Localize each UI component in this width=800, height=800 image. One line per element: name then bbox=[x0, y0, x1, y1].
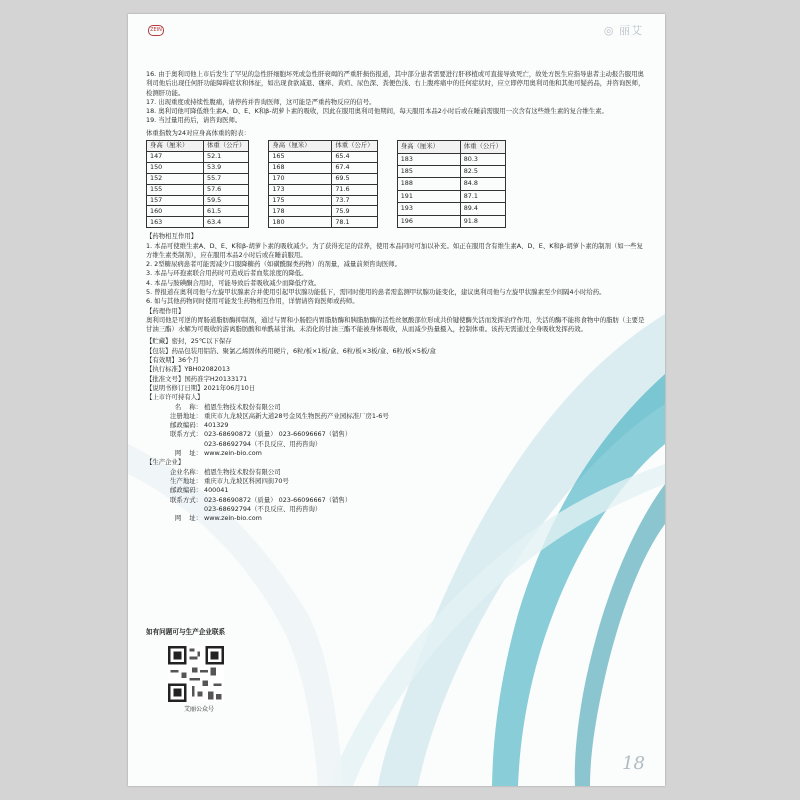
table-row bbox=[397, 178, 505, 190]
info-label: 【贮藏】 bbox=[146, 337, 172, 346]
info-value: YBH02082013 bbox=[184, 365, 230, 374]
weight-cell: 75.9 bbox=[332, 206, 377, 217]
weight-cell: 82.5 bbox=[460, 165, 505, 177]
height-cell: 183 bbox=[397, 153, 460, 165]
height-cell: 163 bbox=[147, 217, 204, 228]
weight-cell: 69.5 bbox=[332, 173, 377, 184]
weight-cell: 78.1 bbox=[332, 217, 377, 228]
note-item: 18. 奥利司他可降低维生素A、D、E、K和β-胡萝卜素的吸收，因此在服用奥利司他期间，每天服用本品2小时后或在睡前需服用一次含有这些维生素的复合维生素。 bbox=[146, 107, 608, 116]
info-label: 【有效期】 bbox=[146, 356, 178, 365]
qr-label: 艾丽公众号 bbox=[183, 706, 214, 713]
height-cell: 155 bbox=[147, 184, 204, 195]
height-cell: 173 bbox=[269, 184, 332, 195]
weight-cell: 91.8 bbox=[460, 215, 505, 228]
weight-cell: 67.4 bbox=[332, 162, 377, 173]
weight-cell: 52.1 bbox=[204, 151, 249, 162]
table-row bbox=[397, 203, 505, 215]
height-cell: 175 bbox=[269, 195, 332, 206]
info-row bbox=[146, 337, 646, 346]
manufacturer-row: 023-68692794（不良反应、用药咨询） bbox=[204, 504, 322, 513]
page-number: 18 bbox=[622, 753, 645, 774]
column-header: 身高（厘米） bbox=[269, 141, 332, 152]
weight-cell: 84.8 bbox=[460, 178, 505, 190]
height-cell: 165 bbox=[269, 151, 332, 162]
table-row bbox=[397, 190, 505, 202]
height-cell: 178 bbox=[269, 206, 332, 217]
table-row bbox=[269, 173, 377, 184]
table-row bbox=[269, 151, 377, 162]
holder-row: 联系方式： 023-68690872（质量） 023-66096667（销售） bbox=[170, 430, 352, 439]
weight-cell: 61.5 bbox=[204, 206, 249, 217]
weight-cell: 55.7 bbox=[204, 173, 249, 184]
contact-title: 如有问题可与生产企业联系 bbox=[146, 628, 226, 636]
manufacturer-section bbox=[146, 458, 646, 523]
info-value: 密封，25℃以下保存 bbox=[171, 337, 232, 346]
weight-cell: 89.4 bbox=[460, 203, 505, 215]
company-logo: ZEIN bbox=[148, 25, 164, 36]
height-cell: 188 bbox=[397, 178, 460, 190]
column-header: 身高（厘米） bbox=[397, 141, 460, 153]
info-row bbox=[146, 384, 646, 393]
leaflet-page bbox=[128, 14, 665, 786]
holder-row: 023-68692794（不良反应、用药咨询） bbox=[204, 439, 322, 448]
interaction-item: 4. 本品与胺碘酮合用时，可能导致后者吸收减少而降低疗效。 bbox=[146, 278, 321, 287]
table-row bbox=[147, 184, 249, 195]
table-row bbox=[397, 165, 505, 177]
qr-code-icon[interactable] bbox=[168, 646, 224, 702]
height-weight-table bbox=[268, 140, 377, 228]
height-weight-table bbox=[146, 140, 249, 228]
info-label: 【包装】 bbox=[146, 346, 172, 355]
interaction-item: 6. 如与其他药物同时使用可能发生药物相互作用，详情请咨询医师或药师。 bbox=[146, 297, 359, 306]
info-row bbox=[146, 365, 646, 374]
weight-cell: 53.9 bbox=[204, 162, 249, 173]
weight-cell: 87.1 bbox=[460, 190, 505, 202]
height-cell: 157 bbox=[147, 195, 204, 206]
pharmacology-text: 奥利司他是可逆的胃肠道脂肪酶抑制剂，通过与胃和小肠腔内胃脂肪酶和胰脂肪酶的活性丝氨酸部位形成共价键使酶失活而发挥治疗作用，失活的酶不能将食物中的脂肪（主要是甘油三酯）水解为可吸收的游离脂肪酸和单酰基甘油。未消化的甘油三酯不能被身体吸收，从而减少热量摄入，控制体重。该药无需通过全身吸收发挥药效。 bbox=[146, 315, 645, 334]
qr-block bbox=[168, 646, 230, 713]
product-info bbox=[146, 337, 646, 393]
table-row bbox=[147, 162, 249, 173]
column-header: 体重（公斤） bbox=[460, 141, 505, 153]
height-cell: 180 bbox=[269, 217, 332, 228]
table-caption: 体重指数为24对应身高体重的附表： bbox=[146, 128, 250, 137]
weight-cell: 71.6 bbox=[332, 184, 377, 195]
info-value: 36个月 bbox=[177, 356, 199, 365]
note-item: 17. 出现重度或持续性腹痛，请停药并咨询医师，这可能是严重药物反应的信号。 bbox=[146, 97, 376, 106]
interaction-item: 2. 2型糖尿病患者可能需减少口服降糖药（如磺酰脲类药物）的剂量，减量前须咨询医师。 bbox=[146, 260, 402, 269]
holder-section bbox=[146, 393, 646, 458]
height-cell: 191 bbox=[397, 190, 460, 202]
info-label: 【执行标准】 bbox=[146, 365, 185, 374]
height-cell: 196 bbox=[397, 215, 460, 228]
info-value: 国药准字H20133171 bbox=[184, 374, 248, 383]
info-row bbox=[146, 356, 646, 365]
table-row bbox=[269, 162, 377, 173]
manufacturer-row: 网 址： www.zein-bio.com bbox=[174, 514, 262, 523]
leaflet-content bbox=[146, 70, 646, 523]
note-item: 16. 由于奥利司他上市后发生了罕见的急性肝细胞坏死或急性肝衰竭的严重肝损伤报道，其中部分患者需要进行肝移植或可直接导致死亡，故处方医生应指导患者主动报告服用奥利司他后出现任何肝功能障碍症状和体征，如出现食欲减退、瘙痒、黄疸、尿色深、粪便色浅、右上腹疼痛中的任何症状时，应立即停用奥利司他和其他可疑药品，并咨询医师，检测肝功能。 bbox=[146, 70, 645, 97]
info-label: 【说明书修订日期】 bbox=[146, 383, 204, 392]
weight-cell: 63.4 bbox=[204, 217, 249, 228]
note-item: 19. 当过量用药后，请咨询医师。 bbox=[146, 116, 242, 125]
brand-mark: ◎ 丽艾 bbox=[603, 24, 643, 37]
table-row bbox=[269, 195, 377, 206]
interaction-item: 5. 曾报道在奥利司他与左旋甲状腺素合并使用引起甲状腺功能低下，需同时使用的患者需监测甲状腺功能变化，建议奥利司他与左旋甲状腺素至少间隔4小时给药。 bbox=[146, 287, 606, 296]
table-row bbox=[147, 206, 249, 217]
pharmacology-section bbox=[146, 307, 646, 335]
table-row bbox=[269, 206, 377, 217]
interaction-item: 3. 本品与环孢素联合用药时可造成后者血浆浓度的降低。 bbox=[146, 269, 308, 278]
weight-cell: 73.7 bbox=[332, 195, 377, 206]
height-cell: 170 bbox=[269, 173, 332, 184]
holder-row: 网 址： www.zein-bio.com bbox=[174, 449, 262, 458]
table-row bbox=[147, 151, 249, 162]
section-title: 【药理作用】 bbox=[146, 306, 185, 315]
height-cell: 150 bbox=[147, 162, 204, 173]
manufacturer-row: 生产地址： 重庆市九龙坡区科园四街70号 bbox=[170, 476, 289, 485]
interactions-section bbox=[146, 232, 646, 306]
weight-cell: 65.4 bbox=[332, 151, 377, 162]
table-row bbox=[147, 195, 249, 206]
manufacturer-row: 联系方式： 023-68690872（质量） 023-66096667（销售） bbox=[170, 495, 352, 504]
interaction-item: 1. 本品可使维生素A、D、E、K和β-胡萝卜素的吸收减少。为了获得充足的营养，使用本品同时可加以补充。如正在服用含有维生素A、D、E、K和β-胡萝卜素的制剂（如一些复方维生素类制剂），应在服用本品2小时后或在睡前服用。 bbox=[146, 241, 643, 259]
info-row bbox=[146, 347, 646, 356]
table-row bbox=[397, 215, 505, 228]
table-row bbox=[147, 217, 249, 228]
table-row bbox=[397, 153, 505, 165]
weight-cell: 57.6 bbox=[204, 184, 249, 195]
weight-cell: 59.5 bbox=[204, 195, 249, 206]
manufacturer-row: 企业名称： 植恩生物技术股份有限公司 bbox=[170, 467, 281, 476]
holder-row: 邮政编码： 401329 bbox=[170, 421, 229, 430]
holder-row: 名 称： 植恩生物技术股份有限公司 bbox=[174, 402, 281, 411]
table-row bbox=[269, 184, 377, 195]
section-title: 【上市许可持有人】 bbox=[146, 393, 204, 402]
holder-row: 注册地址： 重庆市九龙坡区高新大道28号金凤生物医药产业园标准厂房1-6号 bbox=[170, 411, 389, 420]
height-cell: 152 bbox=[147, 173, 204, 184]
height-cell: 147 bbox=[147, 151, 204, 162]
height-cell: 168 bbox=[269, 162, 332, 173]
bmi-tables bbox=[146, 140, 646, 228]
notes-list bbox=[146, 70, 646, 126]
info-value: 2021年06月10日 bbox=[203, 383, 256, 392]
section-title: 【生产企业】 bbox=[146, 458, 185, 467]
height-cell: 160 bbox=[147, 206, 204, 217]
section-title: 【药物相互作用】 bbox=[146, 232, 198, 241]
info-value: 药品包装用铝箔、聚氯乙烯固体药用硬片，6粒/板×1板/盒、6粒/板×3板/盒、6粒/板×5板/盒 bbox=[171, 346, 436, 355]
height-weight-table bbox=[397, 140, 506, 228]
table-row bbox=[269, 217, 377, 228]
weight-cell: 80.3 bbox=[460, 153, 505, 165]
column-header: 体重（公斤） bbox=[204, 141, 249, 152]
height-cell: 185 bbox=[397, 165, 460, 177]
table-row bbox=[147, 173, 249, 184]
column-header: 身高（厘米） bbox=[147, 141, 204, 152]
info-label: 【批准文号】 bbox=[146, 374, 185, 383]
info-row bbox=[146, 375, 646, 384]
manufacturer-row: 邮政编码： 400041 bbox=[170, 486, 229, 495]
column-header: 体重（公斤） bbox=[332, 141, 377, 152]
height-cell: 193 bbox=[397, 203, 460, 215]
